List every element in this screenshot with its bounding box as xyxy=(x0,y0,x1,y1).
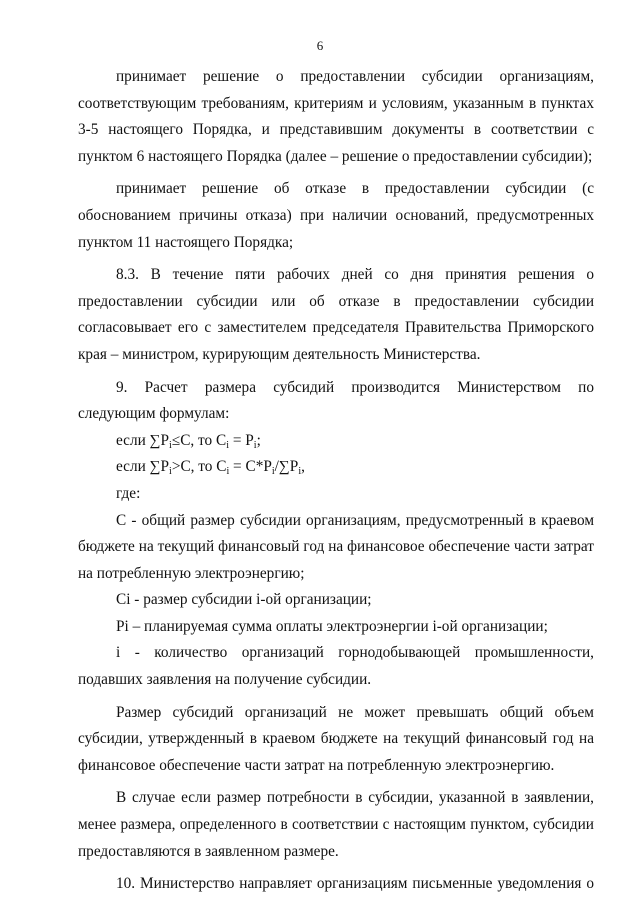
paragraph-requested-amount: В случае если размер потребности в субсидии, указанной в заявлении, менее размера, определенного в соответствии с настоящим пунктом, субсидии предоставляются в заявленном размере. xyxy=(78,789,594,860)
page-number: 6 xyxy=(316,38,324,53)
paragraph-limit: Размер субсидий организаций не может превышать общий объем субсидии, утвержденный в краевом бюджете на текущий финансовый год на финансовое обеспечение части затрат на потребленную электроэнергию. xyxy=(78,703,594,774)
paragraph-8-3: 8.3. В течение пяти рабочих дней со дня принятия решения о предоставлении субсидии или об отказе в предоставлении субсидии согласовывает его с заместителем председателя Правительства Приморского края – министром, курирующим деятельность Министерства. xyxy=(78,266,594,363)
formula-1: если $\sum P_i\le C$, то $C_i = P_i$; xyxy=(116,431,261,451)
paragraph-decision-refusal: принимает решение об отказе в предоставлении субсидии (с обоснованием причины отказа) при наличии оснований, предусмотренных пунктом 11 настоящего Порядка; xyxy=(78,180,594,251)
formula-2: если $\sum P_i>C$, то $C_i = C*P_i/\sum P_i$, xyxy=(116,458,305,478)
paragraph-def-c: С - общий размер субсидии организациям, предусмотренный в краевом бюджете на текущий финансовый год на финансовое обеспечение части затрат на потребленную электроэнергию; xyxy=(78,511,594,582)
paragraph-decision-grant: принимает решение о предоставлении субсидии организациям, соответствующим требованиям, критериям и условиям, указанным в пунктах 3-5 настоящего Порядка, и представившим документы в соответствии с пунктом 6 настоящего Порядка (далее – решение о предоставлении субсидии); xyxy=(78,68,594,165)
paragraph-10: 10. Министерство направляет организациям письменные уведомления о xyxy=(116,875,594,893)
paragraph-9: 9. Расчет размера субсидий производится Министерством по следующим формулам: xyxy=(78,378,594,423)
document-body xyxy=(78,64,594,898)
paragraph-def-i: i - количество организаций горнодобывающей промышленности, подавших заявления на получение субсидии. xyxy=(78,644,594,689)
where-label: где: xyxy=(116,484,141,502)
paragraph-def-pi: Рi – планируемая сумма оплаты электроэнергии i-ой организации; xyxy=(116,617,548,635)
paragraph-def-ci: Сi - размер субсидии i-ой организации; xyxy=(116,591,372,609)
